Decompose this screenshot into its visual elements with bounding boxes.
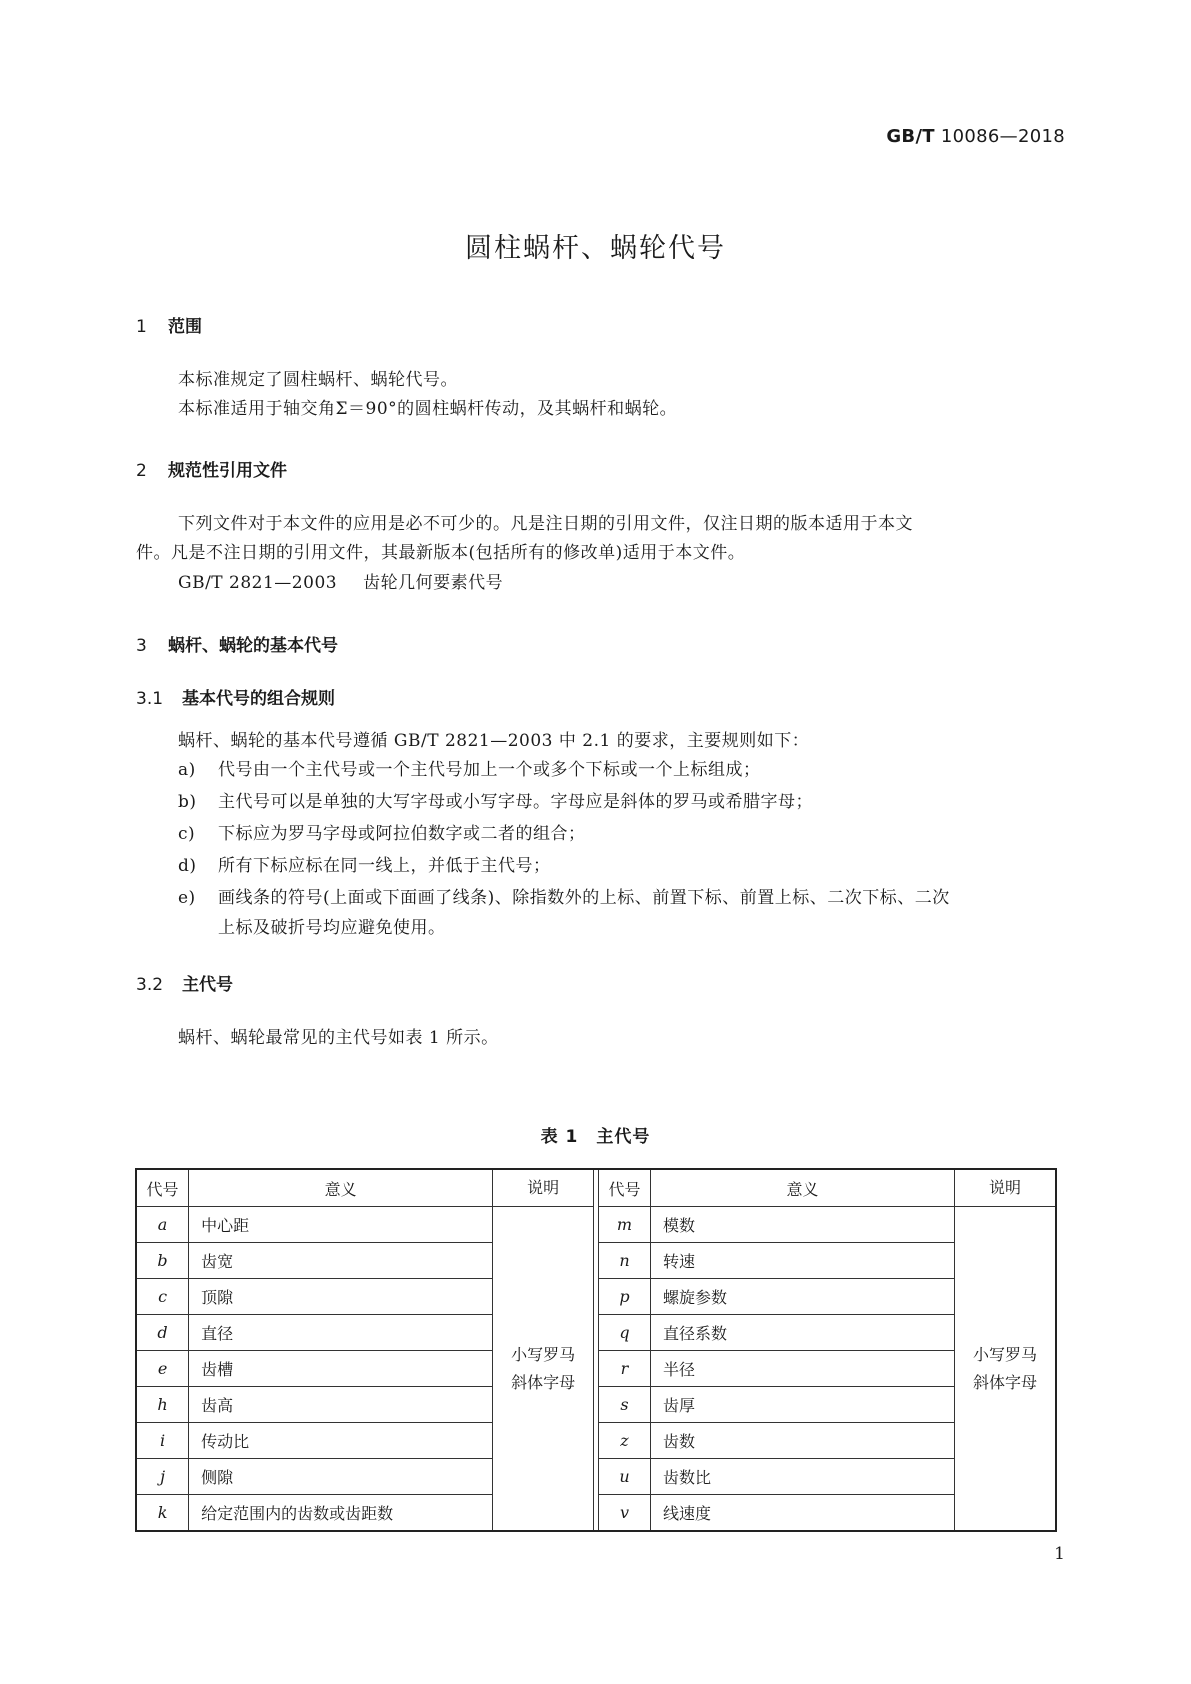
main-symbols-table bbox=[135, 1168, 1057, 1532]
header-meaning: 意义 bbox=[651, 1169, 955, 1207]
symbol-meaning: 半径 bbox=[651, 1351, 955, 1387]
standard-code-number: 10086—2018 bbox=[940, 126, 1065, 147]
list-item-label: c) bbox=[178, 824, 196, 844]
list-item bbox=[178, 818, 586, 850]
list-item-label: e) bbox=[178, 888, 196, 908]
symbol-code: u bbox=[598, 1459, 650, 1495]
section-number: 2 bbox=[136, 461, 147, 481]
section-1-heading bbox=[136, 312, 202, 337]
list-item-label: a) bbox=[178, 760, 196, 780]
list-item-label: b) bbox=[178, 792, 197, 812]
symbol-meaning: 直径系数 bbox=[651, 1315, 955, 1351]
reference-title: 齿轮几何要素代号 bbox=[363, 573, 504, 593]
normative-reference bbox=[178, 569, 503, 597]
list-item-text: 下标应为罗马字母或阿拉伯数字或二者的组合； bbox=[218, 824, 586, 844]
symbol-code: c bbox=[136, 1279, 189, 1315]
header-meaning: 意义 bbox=[189, 1169, 493, 1207]
note-line-1: 小写罗马 bbox=[973, 1344, 1038, 1364]
header-note: 说明 bbox=[955, 1169, 1056, 1207]
section-title: 范围 bbox=[168, 317, 202, 337]
symbol-code: k bbox=[136, 1495, 189, 1532]
list-item-text: 代号由一个主代号或一个主代号加上一个或多个下标或一个上标组成； bbox=[218, 760, 761, 780]
symbol-meaning: 齿数比 bbox=[651, 1459, 955, 1495]
symbol-code: q bbox=[598, 1315, 650, 1351]
symbol-meaning: 给定范围内的齿数或齿距数 bbox=[189, 1495, 493, 1532]
section-title: 基本代号的组合规则 bbox=[182, 689, 335, 709]
symbol-meaning: 齿数 bbox=[651, 1423, 955, 1459]
list-item-label: d) bbox=[178, 856, 197, 876]
symbol-code: h bbox=[136, 1387, 189, 1423]
section-1-para-2: 本标准适用于轴交角Σ＝90°的圆柱蜗杆传动，及其蜗杆和蜗轮。 bbox=[178, 399, 678, 419]
list-item-text: 主代号可以是单独的大写字母或小写字母。字母应是斜体的罗马或希腊字母； bbox=[218, 792, 813, 812]
header-code: 代号 bbox=[598, 1169, 650, 1207]
section-title: 主代号 bbox=[182, 975, 233, 995]
list-item bbox=[178, 882, 950, 914]
document-title: 圆柱蜗杆、蜗轮代号 bbox=[465, 233, 726, 264]
list-item bbox=[178, 786, 813, 818]
reference-code: GB/T 2821—2003 bbox=[178, 573, 338, 593]
symbol-code: p bbox=[598, 1279, 650, 1315]
symbol-code: d bbox=[136, 1315, 189, 1351]
section-3-2-heading bbox=[136, 970, 233, 995]
list-item-text: 所有下标应标在同一线上，并低于主代号； bbox=[218, 856, 551, 876]
symbol-meaning: 传动比 bbox=[189, 1423, 493, 1459]
note-line-2: 斜体字母 bbox=[973, 1372, 1038, 1392]
standard-header bbox=[886, 126, 1065, 147]
section-3-heading bbox=[136, 631, 338, 656]
symbol-code: m bbox=[598, 1207, 650, 1243]
symbol-meaning: 齿槽 bbox=[189, 1351, 493, 1387]
section-3-1-heading bbox=[136, 684, 335, 709]
symbol-code: j bbox=[136, 1459, 189, 1495]
symbol-meaning: 直径 bbox=[189, 1315, 493, 1351]
symbol-code: r bbox=[598, 1351, 650, 1387]
note-left bbox=[493, 1207, 594, 1532]
section-1-para-1: 本标准规定了圆柱蜗杆、蜗轮代号。 bbox=[178, 370, 458, 390]
section-number: 3.1 bbox=[136, 689, 164, 709]
section-2-para-line-2: 件。凡是不注日期的引用文件，其最新版本(包括所有的修改单)适用于本文件。 bbox=[136, 543, 746, 563]
section-3-2-intro: 蜗杆、蜗轮最常见的主代号如表 1 所示。 bbox=[178, 1028, 499, 1048]
header-code: 代号 bbox=[136, 1169, 189, 1207]
symbol-code: v bbox=[598, 1495, 650, 1532]
note-line-1: 小写罗马 bbox=[511, 1344, 576, 1364]
list-item-text: 画线条的符号(上面或下面画了线条)、除指数外的上标、前置下标、前置上标、二次下标、二次 bbox=[218, 888, 950, 908]
table-caption: 表 1 主代号 bbox=[540, 1127, 651, 1147]
note-right bbox=[955, 1207, 1056, 1532]
header-note: 说明 bbox=[493, 1169, 594, 1207]
section-title: 规范性引用文件 bbox=[168, 461, 287, 481]
table-header-row bbox=[136, 1169, 1056, 1207]
symbol-code: s bbox=[598, 1387, 650, 1423]
symbol-meaning: 螺旋参数 bbox=[651, 1279, 955, 1315]
symbol-meaning: 齿高 bbox=[189, 1387, 493, 1423]
list-item-continuation: 上标及破折号均应避免使用。 bbox=[218, 918, 446, 938]
section-2-para-line-1: 下列文件对于本文件的应用是必不可少的。凡是注日期的引用文件，仅注日期的版本适用于本文 bbox=[178, 514, 913, 534]
symbol-meaning: 齿厚 bbox=[651, 1387, 955, 1423]
page-number: 1 bbox=[1054, 1544, 1065, 1564]
section-3-1-intro: 蜗杆、蜗轮的基本代号遵循 GB/T 2821—2003 中 2.1 的要求，主要规则如下： bbox=[178, 731, 810, 751]
list-item bbox=[178, 850, 551, 882]
table-row bbox=[136, 1207, 1056, 1243]
section-number: 3 bbox=[136, 636, 147, 656]
standard-code-prefix: GB/T bbox=[886, 126, 935, 147]
symbol-code: e bbox=[136, 1351, 189, 1387]
note-line-2: 斜体字母 bbox=[511, 1372, 576, 1392]
section-title: 蜗杆、蜗轮的基本代号 bbox=[168, 636, 338, 656]
symbol-code: a bbox=[136, 1207, 189, 1243]
list-item bbox=[178, 754, 761, 786]
symbol-meaning: 模数 bbox=[651, 1207, 955, 1243]
section-2-heading bbox=[136, 456, 287, 481]
section-number: 1 bbox=[136, 317, 147, 337]
symbol-meaning: 线速度 bbox=[651, 1495, 955, 1532]
symbol-meaning: 侧隙 bbox=[189, 1459, 493, 1495]
section-number: 3.2 bbox=[136, 975, 164, 995]
symbol-code: b bbox=[136, 1243, 189, 1279]
symbol-meaning: 中心距 bbox=[189, 1207, 493, 1243]
symbol-meaning: 齿宽 bbox=[189, 1243, 493, 1279]
symbol-code: i bbox=[136, 1423, 189, 1459]
symbol-meaning: 顶隙 bbox=[189, 1279, 493, 1315]
symbol-code: n bbox=[598, 1243, 650, 1279]
symbol-meaning: 转速 bbox=[651, 1243, 955, 1279]
symbol-code: z bbox=[598, 1423, 650, 1459]
